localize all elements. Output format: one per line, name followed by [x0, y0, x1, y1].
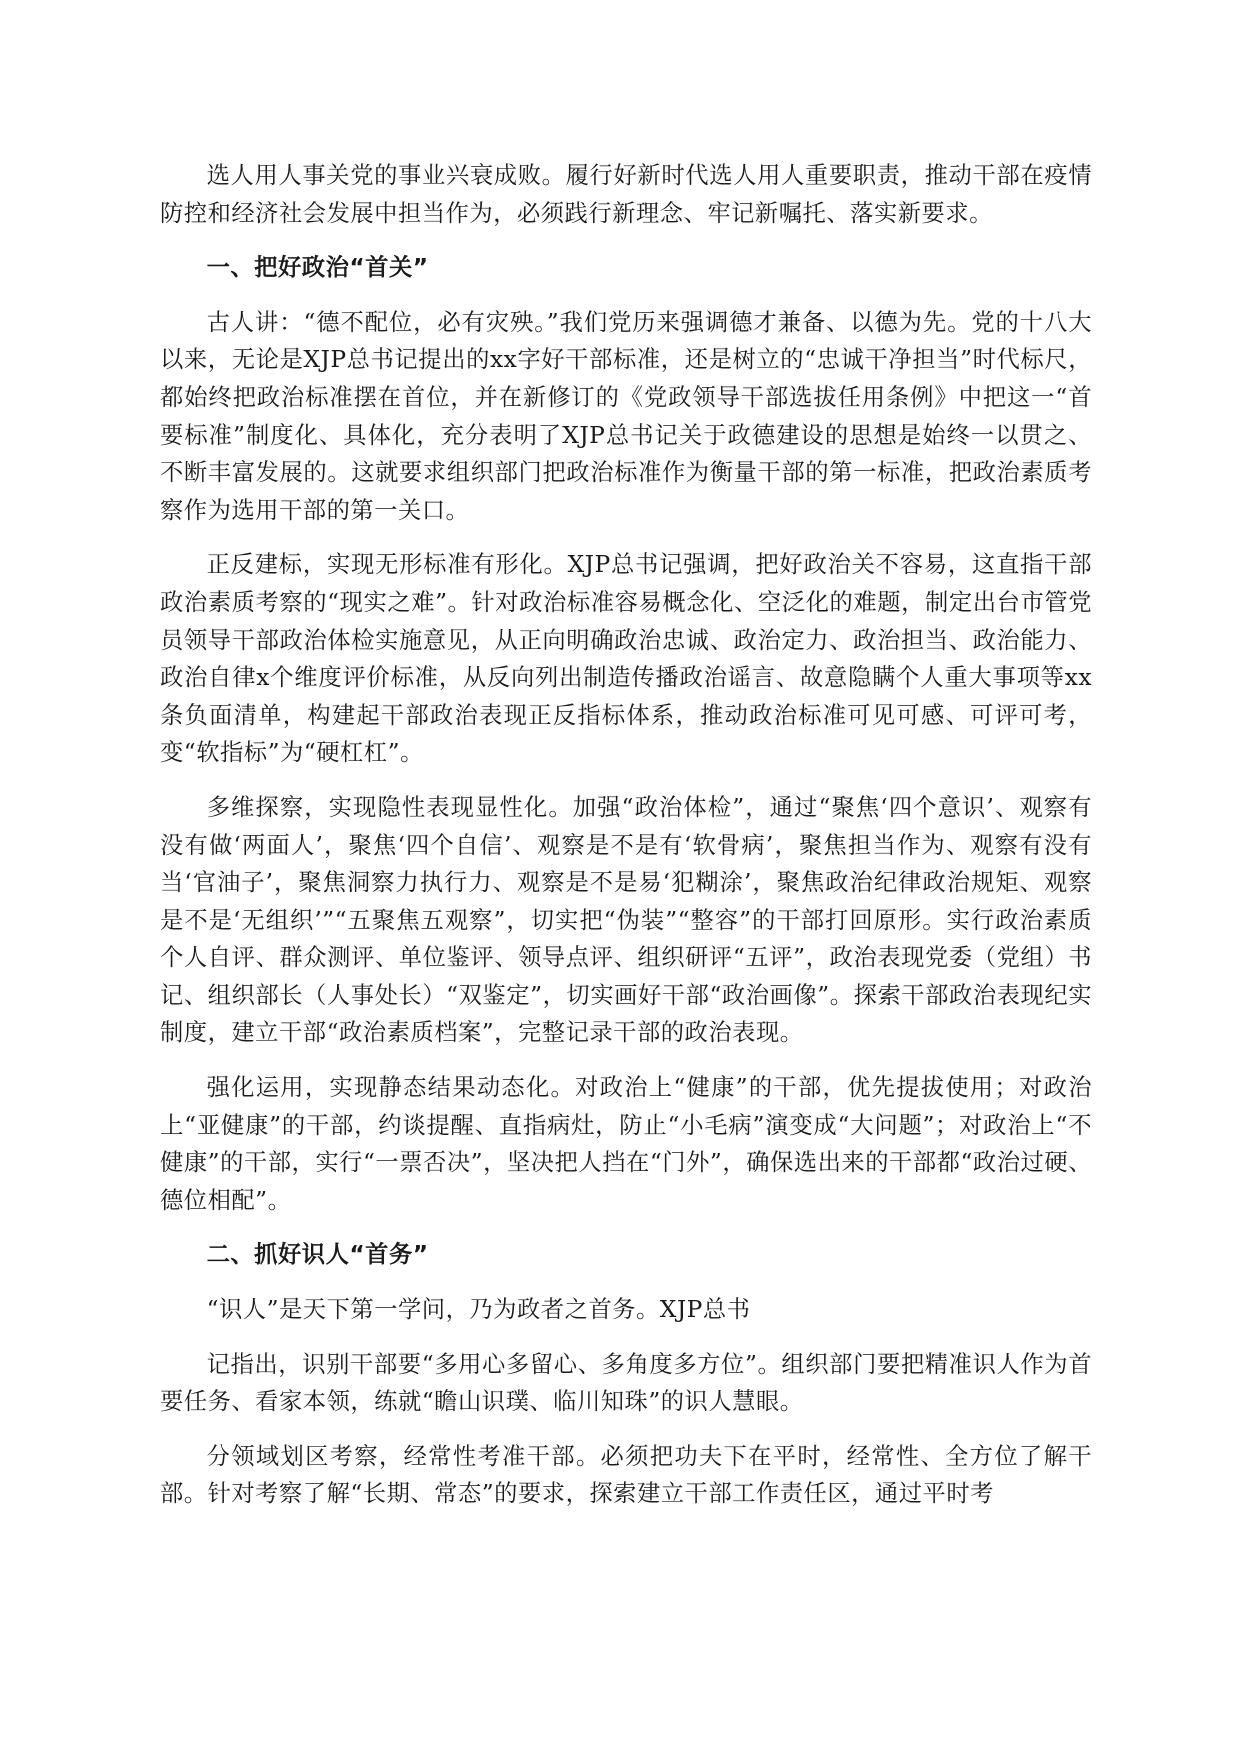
paragraph-regional-inspection: 分领域划区考察，经常性考准干部。必须把功夫下在平时，经常性、全方位了解干部。针对考察了解“长期、常态”的要求，探索建立干部工作责任区，通过平时考 [160, 1442, 1092, 1508]
document-page [160, 157, 1092, 1530]
paragraph-multi-dimensional-inspection: 多维探察，实现隐性表现显性化。加强“政治体检”，通过“聚焦‘四个意识’、观察有没有做‘两面人’，聚焦‘四个自信’、观察是不是有‘软骨病’，聚焦担当作为、观察有没有当‘官油子’，聚焦洞察力执行力、观察是不是易‘犯糊涂’，聚焦政治纪律政治规矩、观察是不是‘无组织’”“五聚焦五观察”，切实把“伪装”“整容”的干部打回原形。实行政治素质个人自评、群众测评、单位鉴评、领导点评、组织研评“五评”，政治表现党委（党组）书记、组织部长（人事处长）“双鉴定”，切实画好干部“政治画像”。探索干部政治表现纪实制度，建立干部“政治素质档案”，完整记录干部的政治表现。 [160, 793, 1092, 1047]
paragraph-intro: 选人用人事关党的事业兴衰成败。履行好新时代选人用人重要职责，推动干部在疫情防控和经济社会发展中担当作为，必须践行新理念、牢记新嘱托、落实新要求。 [160, 162, 1092, 227]
section-heading-1: 一、把好政治“首关” [206, 254, 429, 282]
paragraph-positive-negative-standards: 正反建标，实现无形标准有形化。XJP总书记强调，把好政治关不容易，这直指干部政治素质考察的“现实之难”。针对政治标准容易概念化、空泛化的难题，制定出台市管党员领导干部政治体检实施意见，从正向明确政治忠诚、政治定力、政治担当、政治能力、政治自律x个维度评价标准，从反向列出制造传播政治谣言、故意隐瞒个人重大事项等xx条负面清单，构建起干部政治表现正反指标体系，推动政治标准可见可感、可评可考，变“软指标”为“硬杠杠”。 [160, 551, 1092, 767]
paragraph-identify-cadres: 记指出，识别干部要“多用心多留心、多角度多方位”。组织部门要把精准识人作为首要任务、看家本领，练就“瞻山识璞、临川知珠”的识人慧眼。 [160, 1350, 1092, 1416]
section-heading-2: 二、抓好识人“首务” [206, 1241, 429, 1269]
paragraph-political-standard: 古人讲：“德不配位，必有灾殃。”我们党历来强调德才兼备、以德为先。党的十八大以来，无论是XJP总书记提出的xx字好干部标准，还是树立的“忠诚干净担当”时代标尺，都始终把政治标准摆在首位，并在新修订的《党政领导干部选拔任用条例》中把这一“首要标准”制度化、具体化，充分表明了XJP总书记关于政德建设的思想是始终一以贯之、不断丰富发展的。这就要求组织部门把政治标准作为衡量干部的第一标准，把政治素质考察作为选用干部的第一关口。 [160, 308, 1092, 524]
paragraph-strengthen-application: 强化运用，实现静态结果动态化。对政治上“健康”的干部，优先提拔使用；对政治上“亚健康”的干部，约谈提醒、直指病灶，防止“小毛病”演变成“大问题”；对政治上“不健康”的干部，实行“一票否决”，坚决把人挡在“门外”，确保选出来的干部都“政治过硬、德位相配”。 [160, 1074, 1092, 1214]
paragraph-knowing-people: “识人”是天下第一学问，乃为政者之首务。XJP总书 [206, 1296, 751, 1324]
